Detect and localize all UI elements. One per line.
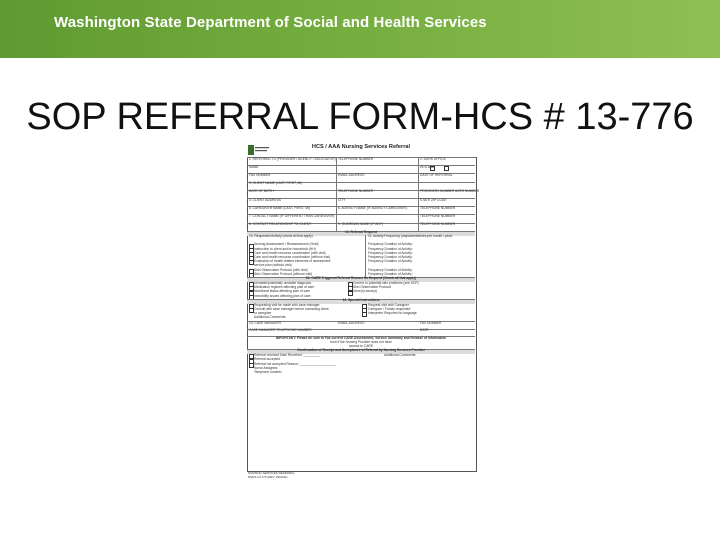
instruction-label: Requesting visit be made with case manager xyxy=(254,302,320,307)
form-field-label: STATE ZIP CODE xyxy=(420,197,447,202)
care-reason-label: Skin Observation Protocol xyxy=(353,285,392,290)
form-row-line xyxy=(247,165,475,166)
form-field-label: DATE OF BIRTH xyxy=(249,189,274,194)
form-field-label: 3. CLIENT NAME (LAST, FIRST, MI) xyxy=(249,181,303,186)
activity-label: Nursing Assessment / Reassessment (Hold) xyxy=(254,242,319,247)
form-field-label: TELEPHONE NUMBER xyxy=(420,222,456,227)
section-heading: 10. Referral Request xyxy=(345,230,377,235)
column-heading: 10. Requested Activity (check all that apply) xyxy=(249,234,313,239)
form-column-divider xyxy=(336,157,337,231)
frequency-label: Frequency Duration of Activity: xyxy=(368,267,413,272)
form-field-label: CASE MANAGER TELEPHONE NUMBER xyxy=(249,328,312,333)
additional-comments-label: Additional Comments: xyxy=(384,352,417,357)
instruction-checkbox-icon xyxy=(362,312,367,317)
form-field-label: EMAIL ADDRESS xyxy=(338,320,365,325)
form-field-label: 1. REFERRED TO (PROVIDER / AGENCY / DELEGATOR) xyxy=(249,156,336,161)
section-heading: 12. CARE Triggered Referral Reason for Request (Check all that apply) xyxy=(305,276,417,281)
form-field-label: TELEPHONE NUMBER xyxy=(338,189,374,194)
care-reason-label: Unstable/potentially unstable diagnosis xyxy=(254,280,312,285)
form-footer-line-1: NURSING SERVICES REFERRAL xyxy=(248,471,295,475)
confirmation-label: Referral received Date Received: _________ xyxy=(254,352,320,357)
form-field-label: 9. GUARDIAN NAME (IF ANY) xyxy=(338,222,384,227)
frequency-label: Frequency Duration of Activity: xyxy=(368,242,413,247)
activity-label: Skin Observation Protocol (without visit) xyxy=(254,271,313,276)
form-field-label: 2. DSHS OFFICE xyxy=(420,156,446,161)
instruction-label: Caregiver / Family requested xyxy=(368,306,411,311)
important-notice: form if the Nursing Provider does not have xyxy=(330,339,392,344)
form-footer xyxy=(248,472,295,479)
section-heading: 13. Special Instructions xyxy=(342,298,380,302)
frequency-label: Frequency Duration of Activity: xyxy=(368,246,413,251)
form-field-label: FAX NUMBER xyxy=(249,173,271,177)
instruction-label: Consult with case manager before contacting client xyxy=(254,306,329,311)
confirmation-label: Telephone number: xyxy=(254,370,283,375)
form-field-label: TELEPHONE NUMBER xyxy=(338,156,374,161)
confirmation-label: Referral not accepted Reason: ____________________ xyxy=(254,361,337,366)
form-footer-line-2: DSHS 13-776 (REV. 09/2011) xyxy=(248,474,288,479)
additional-comments-label: Additional Comments: xyxy=(254,315,287,320)
form-field-label: PROVIDER1 NUMBER ACES NUMBER xyxy=(420,189,480,194)
form-image xyxy=(244,140,478,484)
form-field-label: 7. CONTACT NAME (IF DIFFERENT THAN CAREGIVER) xyxy=(249,214,335,218)
instruction-label: Interpreter Required for language xyxy=(368,311,417,316)
activity-label: service plan (without visit) xyxy=(254,263,292,268)
form-title: HCS / AAA Nursing Services Referral xyxy=(311,144,411,150)
header-banner xyxy=(0,0,720,58)
form-field-label: 6. AGENCY NAME (IF AGENCY CAREGIVER) xyxy=(338,205,407,210)
important-notice: access to CARE xyxy=(348,343,373,348)
care-reason-label: Nutritional status affecting plan of care xyxy=(254,289,311,294)
confirmation-label: Referral accepted xyxy=(254,357,281,362)
form-field-label: TELEPHONE NUMBER xyxy=(420,214,456,218)
form-column-divider xyxy=(365,235,366,277)
hcs-checkbox-icon xyxy=(430,166,435,171)
organization-name: Washington State Department of Social and Health Services xyxy=(54,14,487,31)
confirmation-label: Nurse Assigned: xyxy=(254,366,279,370)
form-field-label: 8. CONTACT RELATIONSHIP TO CLIENT xyxy=(249,222,312,227)
form-field-label: HCS AAA xyxy=(420,164,435,169)
frequency-label: Frequency Duration of Activity: xyxy=(368,254,413,259)
form-field-label: 4. CLIENT ADDRESS xyxy=(249,197,282,202)
form-field-label: TELEPHONE NUMBER xyxy=(420,205,456,210)
frequency-label: Frequency Duration of Activity: xyxy=(368,250,413,255)
activity-label: Skin Observation Protocol (with visit) xyxy=(254,267,308,272)
column-heading: 11. Activity Frequency (days/week/times per month / year) xyxy=(368,234,453,239)
care-reason-label: Current or potential skin problems (see SOP) xyxy=(353,280,419,285)
form-field-label: FAX NUMBER xyxy=(420,320,442,325)
activity-label: Care and health resource coordination (without visit) xyxy=(254,254,331,259)
aaa-checkbox-icon xyxy=(444,166,449,171)
care-reason-label: Immobility issues affecting plan of care xyxy=(254,293,311,298)
instruction-label: or caregiver xyxy=(254,311,272,316)
activity-label: Evaluation of health related elements of assessment xyxy=(254,259,331,264)
form-field-label: NAME xyxy=(249,164,259,169)
form-column-divider xyxy=(418,157,419,231)
frequency-label: Frequency Duration of Activity: xyxy=(368,259,413,264)
care-reason-label: Urine(s) issue(s) xyxy=(353,289,378,294)
form-field-label: EMAIL ADDRESS xyxy=(338,173,365,177)
care-reason-label: Medication regimen affecting plan of care xyxy=(254,285,315,290)
activity-label: Care and health resource coordination (with visit) xyxy=(254,250,326,255)
section-heading: Confirmation of Receipt and Acceptance of Referral by Nursing Services Provider xyxy=(297,348,425,353)
frequency-label: Frequency Duration of Activity: xyxy=(368,271,413,276)
important-notice: IMPORTANT: Please be sure to Fax current CARE Assessment, Service Summary and Release of Information xyxy=(275,336,447,341)
form-field-label: DATE OF REFERRAL xyxy=(420,173,453,177)
activity-label: Instruction to client and/or household (HH) xyxy=(254,246,316,251)
form-field-label: CITY xyxy=(338,197,346,202)
instruction-label: Request visit with Caregiver xyxy=(368,302,409,307)
form-field-label: DATE xyxy=(420,328,429,333)
form-field-label: 5. CAREGIVER NAME (LAST, FIRST, MI) xyxy=(249,205,311,210)
slide-title: SOP REFERRAL FORM-HCS # 13-776 xyxy=(26,96,694,138)
form-field-label: 14. CASE MANAGER xyxy=(249,320,282,325)
